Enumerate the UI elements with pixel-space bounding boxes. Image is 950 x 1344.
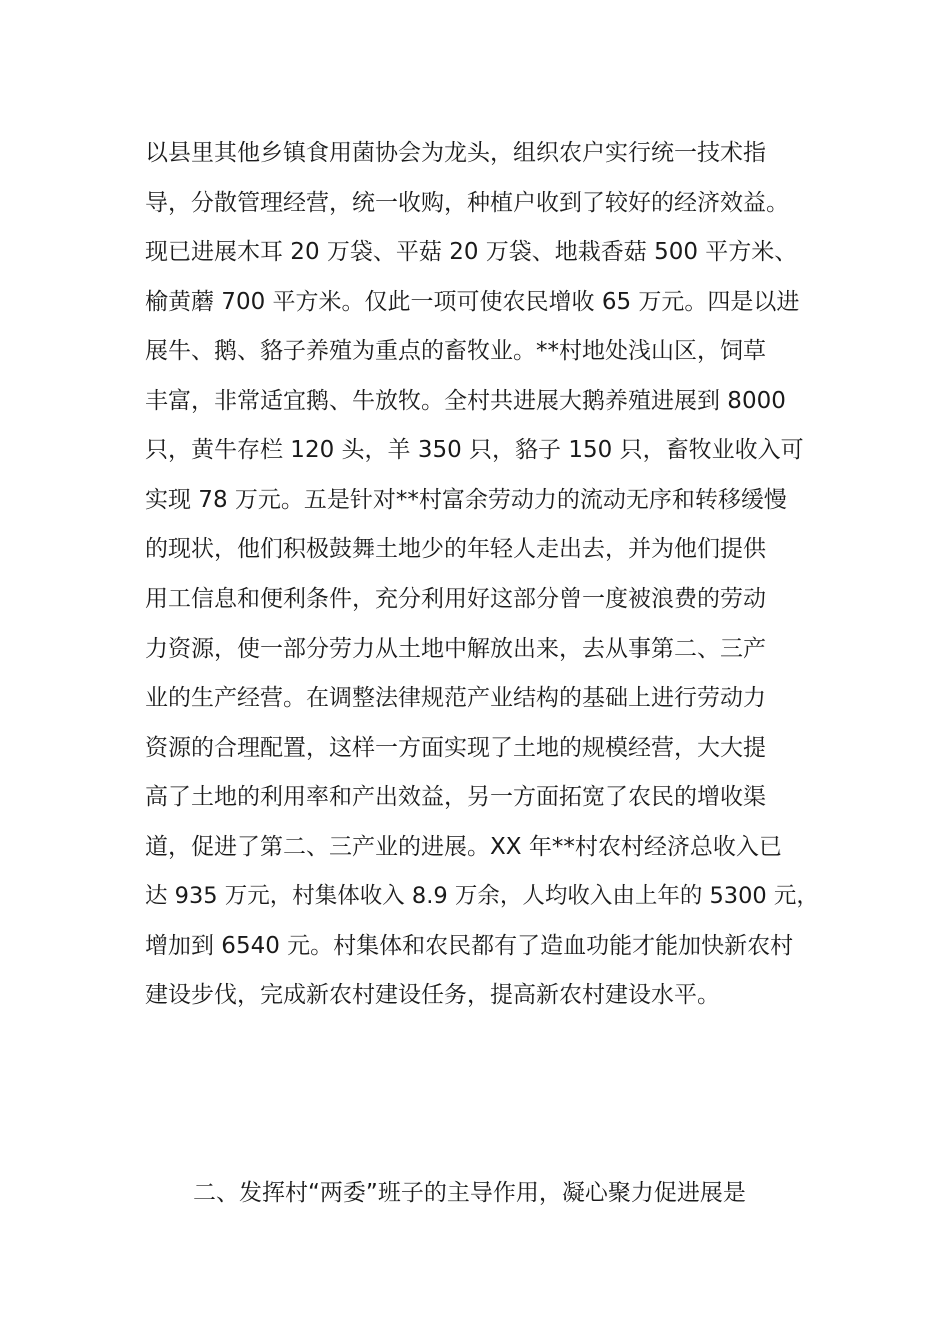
paragraph-line: 的现状，他们积极鼓舞土地少的年轻人走出去，并为他们提供 [145, 536, 766, 562]
paragraph-line: 达 935 万元，村集体收入 8.9 万余，人均收入由上年的 5300 元， [145, 883, 819, 909]
paragraph-line: 展牛、鹅、貉子养殖为重点的畜牧业。**村地处浅山区，饲草 [145, 338, 766, 364]
section-heading: 二、发挥村“两委”班子的主导作用，凝心聚力促进展是 [193, 1180, 746, 1206]
paragraph-line: 增加到 6540 元。村集体和农民都有了造血功能才能加快新农村 [145, 933, 794, 959]
paragraph-line: 业的生产经营。在调整法律规范产业结构的基础上进行劳动力 [145, 685, 766, 711]
paragraph-line: 导，分散管理经营，统一收购，种植户收到了较好的经济效益。 [145, 190, 789, 216]
paragraph-line: 道，促进了第二、三产业的进展。XX 年**村农村经济总收入已 [145, 834, 782, 860]
paragraph-line: 只，黄牛存栏 120 头，羊 350 只，貉子 150 只，畜牧业收入可 [145, 437, 804, 463]
paragraph-line: 实现 78 万元。五是针对**村富余劳动力的流动无序和转移缓慢 [145, 487, 787, 513]
paragraph-line: 丰富，非常适宜鹅、牛放牧。全村共进展大鹅养殖进展到 8000 [145, 388, 786, 414]
paragraph-line: 以县里其他乡镇食用菌协会为龙头，组织农户实行统一技术指 [145, 140, 766, 166]
paragraph-line: 现已进展木耳 20 万袋、平菇 20 万袋、地栽香菇 500 平方米、 [145, 239, 798, 265]
paragraph-line: 用工信息和便利条件，充分利用好这部分曾一度被浪费的劳动 [145, 586, 766, 612]
paragraph-line: 榆黄蘑 700 平方米。仅此一项可使农民增收 65 万元。四是以进 [145, 289, 800, 315]
paragraph-line: 高了土地的利用率和产出效益，另一方面拓宽了农民的增收渠 [145, 784, 766, 810]
paragraph-line: 力资源，使一部分劳力从土地中解放出来，去从事第二、三产 [145, 636, 766, 662]
paragraph-line: 建设步伐，完成新农村建设任务，提高新农村建设水平。 [145, 982, 720, 1008]
paragraph-line: 资源的合理配置，这样一方面实现了土地的规模经营，大大提 [145, 735, 766, 761]
